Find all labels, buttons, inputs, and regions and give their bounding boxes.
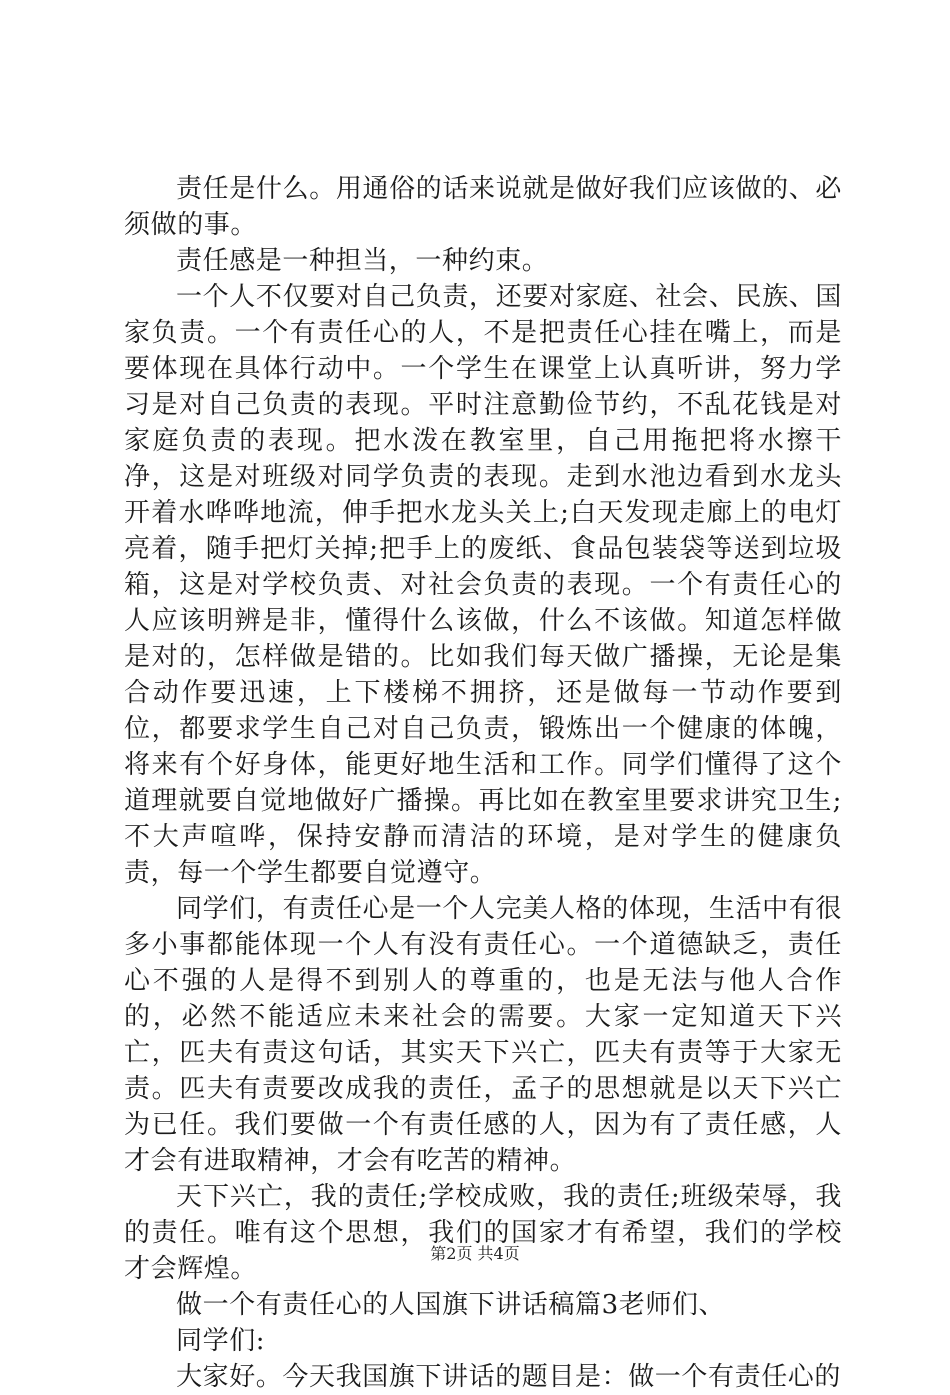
paragraph-4: 同学们，有责任心是一个人完美人格的体现，生活中有很多小事都能体现一个人有没有责任心。一个道德缺乏，责任心不强的人是得不到别人的尊重的，也是无法与他人合作的，必然不能适应未来社会的需要。大家一定知道天下兴亡，匹夫有责这句话，其实天下兴亡，匹夫有责等于大家无责。匹夫有责要改成我的责任，孟子的思想就是以天下兴亡为已任。我们要做一个有责任感的人，因为有了责任感，人才会有进取精神，才会有吃苦的精神。	[124, 894, 842, 1176]
paragraph-3: 一个人不仅要对自己负责，还要对家庭、社会、民族、国家负责。一个有责任心的人，不是把责任心挂在嘴上，而是要体现在具体行动中。一个学生在课堂上认真听讲，努力学习是对自己负责的表现。平时注意勤俭节约，不乱花钱是对家庭负责的表现。把水泼在教室里，自己用拖把将水擦干净，这是对班级对同学负责的表现。走到水池边看到水龙头开着水哗哗地流，伸手把水龙头关上;白天发现走廊上的电灯亮着，随手把灯关掉;把手上的废纸、食品包装袋等送到垃圾箱，这是对学校负责、对社会负责的表现。一个有责任心的人应该明辨是非，懂得什么该做，什么不该做。知道怎样做是对的，怎样做是错的。比如我们每天做广播操，无论是集合动作要迅速，上下楼梯不拥挤，还是做每一节动作要到位，都要求学生自己对自己负责，锻炼出一个健康的体魄，将来有个好身体，能更好地生活和工作。同学们懂得了这个道理就要自觉地做好广播操。再比如在教室里要求讲究卫生;不大声喧哗，保持安静而清洁的环境，是对学生的健康负责，每一个学生都要自觉遵守。	[124, 282, 842, 888]
paragraph-6: 做一个有责任心的人国旗下讲话稿篇3老师们、	[176, 1290, 726, 1320]
paragraph-8: 大家好。今天我国旗下讲话的题目是：做一个有责任心的	[176, 1362, 842, 1392]
paragraph-2: 责任感是一种担当，一种约束。	[176, 246, 549, 276]
paragraph-7: 同学们:	[176, 1326, 266, 1356]
paragraph-5: 天下兴亡，我的责任;学校成败，我的责任;班级荣辱，我的责任。唯有这个思想，我们的国家才有希望，我们的学校才会辉煌。	[124, 1182, 842, 1284]
document-body	[124, 171, 842, 1395]
paragraph-1: 责任是什么。用通俗的话来说就是做好我们应该做的、必须做的事。	[124, 174, 842, 240]
page-footer: 第2页 共4页	[430, 1244, 520, 1263]
